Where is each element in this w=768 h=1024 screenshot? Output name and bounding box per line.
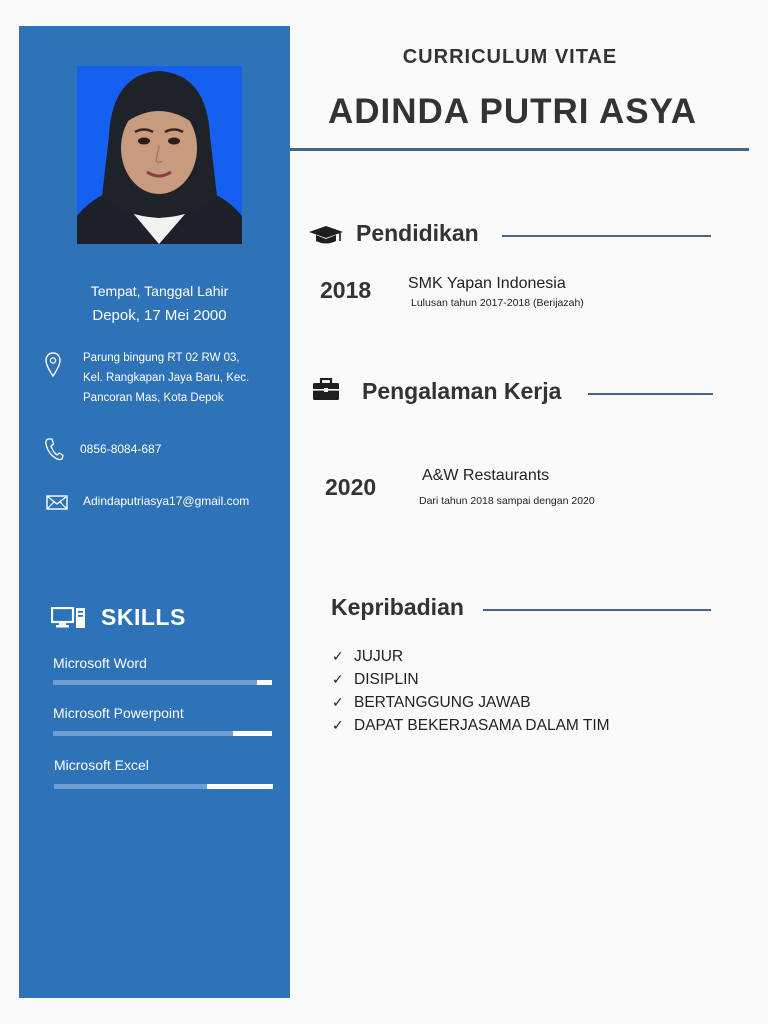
skills-title: SKILLS (101, 604, 186, 630)
personality-item: DISIPLIN (354, 671, 419, 688)
experience-detail: Dari tahun 2018 sampai dengan 2020 (419, 495, 595, 507)
skill-level (53, 731, 233, 736)
address-line: Pancoran Mas, Kota Depok (83, 392, 224, 404)
skill-label: Microsoft Excel (54, 757, 149, 773)
skill-level (53, 680, 257, 685)
skill-label: Microsoft Word (53, 655, 147, 671)
experience-year: 2020 (325, 474, 377, 500)
list-item (332, 668, 610, 691)
section-divider (483, 609, 711, 611)
phone-number: 0856-8084-687 (80, 442, 162, 456)
education-year: 2018 (320, 277, 372, 303)
birth-label: Tempat, Tanggal Lahir (90, 283, 229, 299)
location-pin-icon (45, 352, 61, 378)
address (83, 348, 283, 408)
experience-company: A&W Restaurants (422, 467, 550, 484)
computer-icon (51, 607, 87, 629)
section-divider (588, 393, 713, 395)
personality-item: JUJUR (354, 648, 404, 665)
section-heading-experience: Pengalaman Kerja (362, 378, 562, 404)
check-icon: ✓ (332, 648, 344, 664)
skill-bar (53, 731, 272, 736)
mail-icon (46, 495, 68, 510)
check-icon: ✓ (332, 717, 344, 733)
personality-item: BERTANGGUNG JAWAB (354, 694, 531, 711)
list-item (332, 691, 610, 714)
skill-item (53, 655, 272, 671)
phone-icon (44, 437, 64, 461)
education-school: SMK Yapan Indonesia (408, 275, 566, 292)
sidebar (19, 26, 290, 998)
skill-level (54, 784, 207, 789)
list-item (332, 645, 610, 668)
address-line: Parung bingung RT 02 RW 03, (83, 352, 240, 364)
personality-list (332, 645, 610, 737)
skill-item (53, 705, 272, 721)
skill-bar (54, 784, 273, 789)
check-icon: ✓ (332, 671, 344, 687)
section-divider (502, 235, 711, 237)
skill-bar (53, 680, 272, 685)
email-address: Adindaputriasya17@gmail.com (83, 494, 250, 508)
document-title: CURRICULUM VITAE (402, 46, 618, 68)
list-item (332, 714, 610, 737)
skill-label: Microsoft Powerpoint (53, 705, 184, 721)
divider (290, 148, 749, 151)
graduation-cap-icon (308, 225, 344, 250)
address-line: Kel. Rangkapan Jaya Baru, Kec. (83, 372, 250, 384)
briefcase-icon (312, 378, 340, 406)
person-name: ADINDA PUTRI ASYA (328, 92, 697, 131)
check-icon: ✓ (332, 694, 344, 710)
skill-item (54, 757, 273, 773)
section-heading-education: Pendidikan (356, 220, 479, 246)
personality-item: DAPAT BEKERJASAMA DALAM TIM (354, 717, 610, 734)
birth-value: Depok, 17 Mei 2000 (92, 307, 227, 324)
section-heading-personality: Kepribadian (331, 594, 464, 620)
profile-photo (77, 66, 242, 244)
education-detail: Lulusan tahun 2017-2018 (Berijazah) (411, 297, 584, 309)
